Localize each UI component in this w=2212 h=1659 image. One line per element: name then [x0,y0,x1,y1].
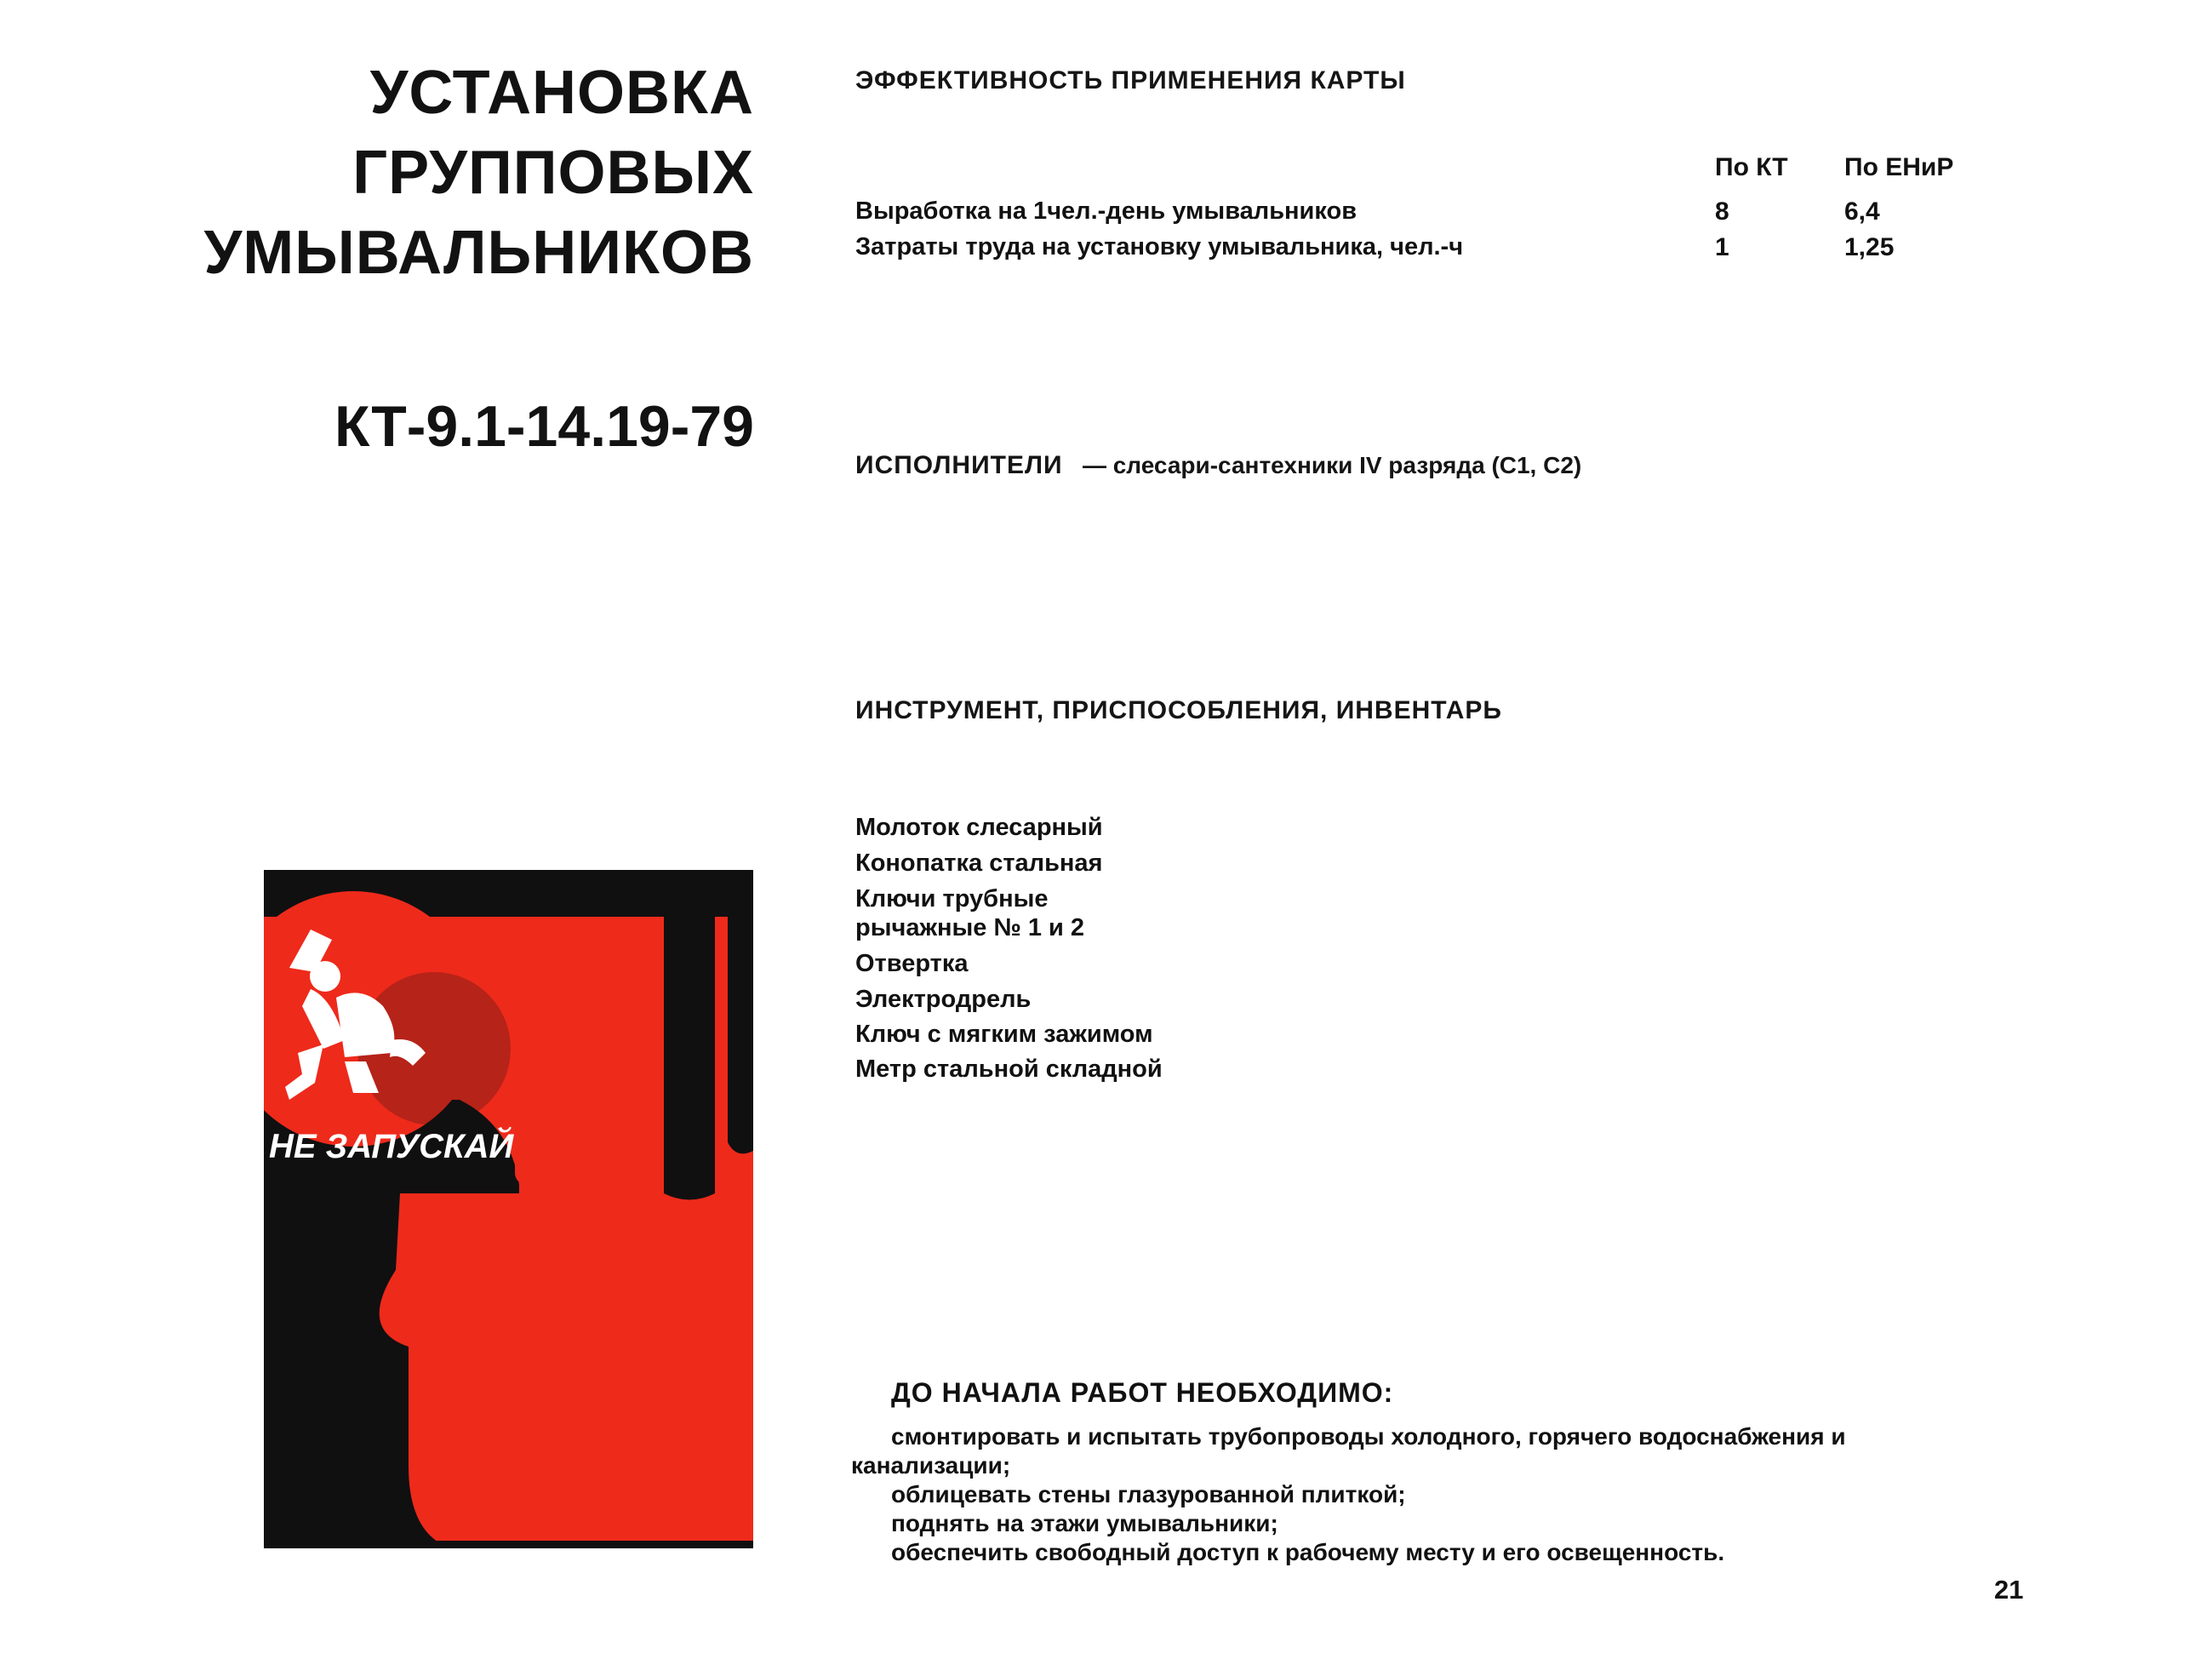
tool-item: Конопатка стальная [855,850,1103,877]
column-header-enir: По ЕНиР [1844,153,1954,181]
efficiency-row-enir: 1,25 [1844,233,1895,261]
performers-text: — слесари-сантехники IV разряда (С1, С2) [1082,452,1582,478]
title-line-3: УМЫВАЛЬНИКОВ [203,219,754,287]
tool-item: рычажные № 1 и 2 [855,914,1085,941]
exclamation-bar [523,942,600,1100]
tool-item: Молоток слесарный [855,814,1103,841]
tool-item: Метр стальной складной [855,1055,1163,1083]
efficiency-heading: ЭФФЕКТИВНОСТЬ ПРИМЕНЕНИЯ КАРТЫ [855,66,1406,94]
efficiency-row-kt: 1 [1715,233,1729,261]
tool-item: Отвертка [855,950,969,977]
preparation-line: канализации; [851,1452,1011,1479]
exclamation-dot [515,1100,604,1185]
tool-item: Электродрель [855,986,1032,1013]
column-header-kt: По КТ [1715,153,1788,181]
efficiency-row-label: Выработка на 1чел.-день умывальников [855,197,1357,225]
performers-label: ИСПОЛНИТЕЛИ [855,451,1063,479]
poster-drip [728,904,753,1153]
card-code: КТ-9.1-14.19-79 [334,394,754,459]
preparation-line: облицевать стены глазурованной плиткой; [891,1481,1406,1507]
page-number: 21 [1994,1575,2024,1605]
preparation-line: поднять на этажи умывальники; [891,1510,1278,1536]
poster-bottom-edge [264,1541,753,1548]
preparation-heading: ДО НАЧАЛА РАБОТ НЕОБХОДИМО: [891,1377,1394,1408]
efficiency-row-enir: 6,4 [1844,197,1880,226]
title-line-1: УСТАНОВКА [369,59,754,127]
title-line-2: ГРУППОВЫХ [352,139,754,207]
preparation-line: обеспечить свободный доступ к рабочему месту и его освещенность. [891,1539,1725,1565]
tools-heading: ИНСТРУМЕНТ, ПРИСПОСОБЛЕНИЯ, ИНВЕНТАРЬ [855,696,1502,724]
performers-line [855,451,1581,480]
poster-hand-shape [380,1193,655,1548]
efficiency-row-kt: 8 [1715,197,1729,226]
tool-item: Ключ с мягким зажимом [855,1021,1153,1048]
poster-caption: НЕ ЗАПУСКАЙ [269,1128,514,1165]
preparation-line: смонтировать и испытать трубопроводы холодного, горячего водоснабжения и [891,1423,1846,1450]
safety-poster-illustration [264,870,753,1548]
efficiency-row-label: Затраты труда на установку умывальника, чел.-ч [855,233,1464,260]
tool-item: Ключи трубные [855,885,1049,912]
poster-drip [664,904,715,1200]
